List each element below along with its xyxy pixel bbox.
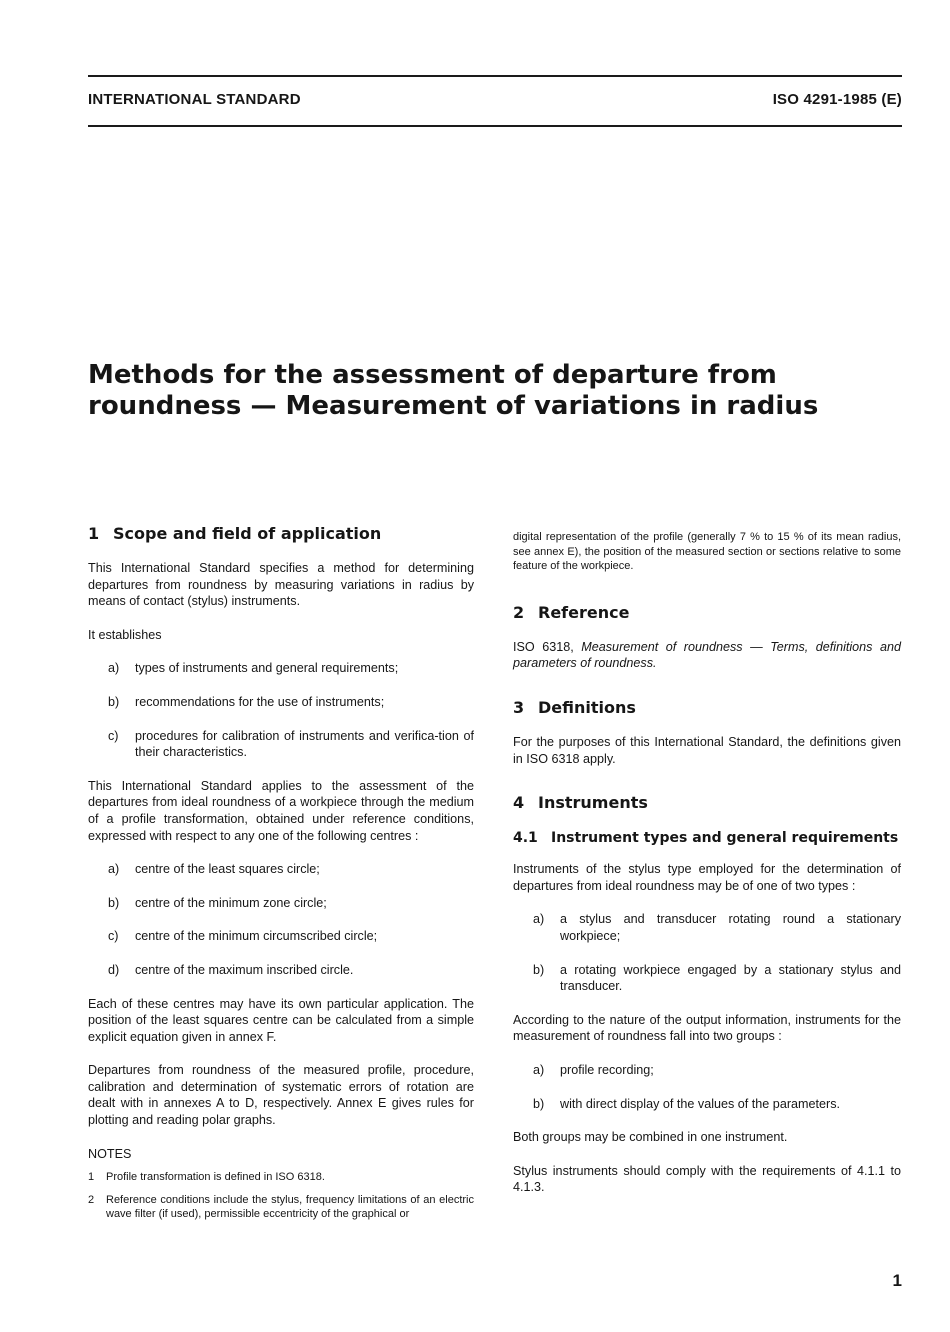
list-item: c) centre of the minimum circumscribed circle; — [108, 929, 378, 944]
section-1-applies: This International Standard applies to the assessment of the departures from ideal roundness of a workpiece through the medium of a profile transformation, obtained under reference conditions, expressed with respect to any one of the following centres : — [88, 778, 474, 843]
header-standard-label: INTERNATIONAL STANDARD — [88, 91, 301, 108]
section-4-1-combined: Both groups may be combined in one instrument. — [513, 1130, 788, 1145]
section-2-reference: ISO 6318, Measurement of roundness — Terms, definitions and parameters of roundness. — [513, 639, 902, 671]
list-item: b) recommendations for the use of instruments; — [108, 694, 385, 709]
note-continuation: digital representation of the profile (generally 7 % to 15 % of its mean radius, see annex E), the position of the measured section or sections relative to some feature of the workpiece. — [513, 531, 901, 573]
title-line-1: Methods for the assessment of departure from — [88, 360, 777, 390]
header-rule — [88, 125, 902, 127]
list-item: c) procedures for calibration of instruments and verifica-tion of their characteristics. — [108, 728, 474, 760]
right-column — [513, 530, 901, 1213]
section-4-1-types-intro: Instruments of the stylus type employed for the determination of departures from ideal roundness may be of one of two types : — [513, 862, 901, 893]
section-3-text: For the purposes of this International Standard, the definitions given in ISO 6318 apply. — [513, 734, 901, 766]
section-1-establishes: It establishes — [88, 627, 162, 642]
note-item: 1 Profile transformation is defined in ISO 6318. — [88, 1171, 325, 1184]
section-4-1-groups-intro: According to the nature of the output information, instruments for the measurement of roundness fall into two groups : — [513, 1012, 901, 1044]
section-1-centres-paragraph: Each of these centres may have its own particular application. The position of the least squares centre can be calculated from a simple explicit equation given in annex F. — [88, 996, 474, 1044]
document-title — [88, 360, 908, 422]
list-item: b) a rotating workpiece engaged by a stationary stylus and transducer. — [533, 962, 901, 994]
left-column — [88, 524, 474, 1229]
list-item: a) profile recording; — [533, 1062, 654, 1077]
list-item: a) centre of the least squares circle; — [108, 862, 320, 877]
section-3-heading: 3 Definitions — [513, 697, 636, 717]
section-2-heading: 2 Reference — [513, 602, 630, 622]
section-4-heading: 4 Instruments — [513, 793, 648, 813]
section-1-intro: This International Standard specifies a method for determining departures from roundness by measuring variations in radius by means of contact (stylus) instruments. — [88, 561, 474, 609]
list-item: a) types of instruments and general requirements; — [108, 661, 399, 676]
section-4-1-heading: 4.1 Instrument types and general requirements — [513, 830, 899, 847]
list-item: b) with direct display of the values of the parameters. — [533, 1096, 841, 1111]
list-item: a) a stylus and transducer rotating round a stationary workpiece; — [533, 912, 901, 943]
top-rule — [88, 75, 902, 77]
title-line-2: roundness — Measurement of variations in radius — [88, 391, 819, 421]
list-item: b) centre of the minimum zone circle; — [108, 895, 327, 910]
header-document-code: ISO 4291-1985 (E) — [772, 91, 902, 108]
page-number: 1 — [892, 1271, 902, 1290]
notes-heading: NOTES — [88, 1146, 132, 1161]
list-item: d) centre of the maximum inscribed circle. — [108, 962, 354, 977]
section-4-1-comply: Stylus instruments should comply with the requirements of 4.1.1 to 4.1.3. — [513, 1163, 901, 1195]
note-item: 2 Reference conditions include the stylus, frequency limitations of an electric wave filter (if used), permissible eccentricity of the graphical or — [88, 1193, 474, 1221]
section-1-departures-paragraph: Departures from roundness of the measured profile, procedure, calibration and determination of systematic errors of rotation are dealt with in annexes A to D, respectively. Annex E gives rules for plotting and reading polar graphs. — [88, 1063, 474, 1128]
section-1-heading: 1 Scope and field of application — [88, 524, 382, 543]
